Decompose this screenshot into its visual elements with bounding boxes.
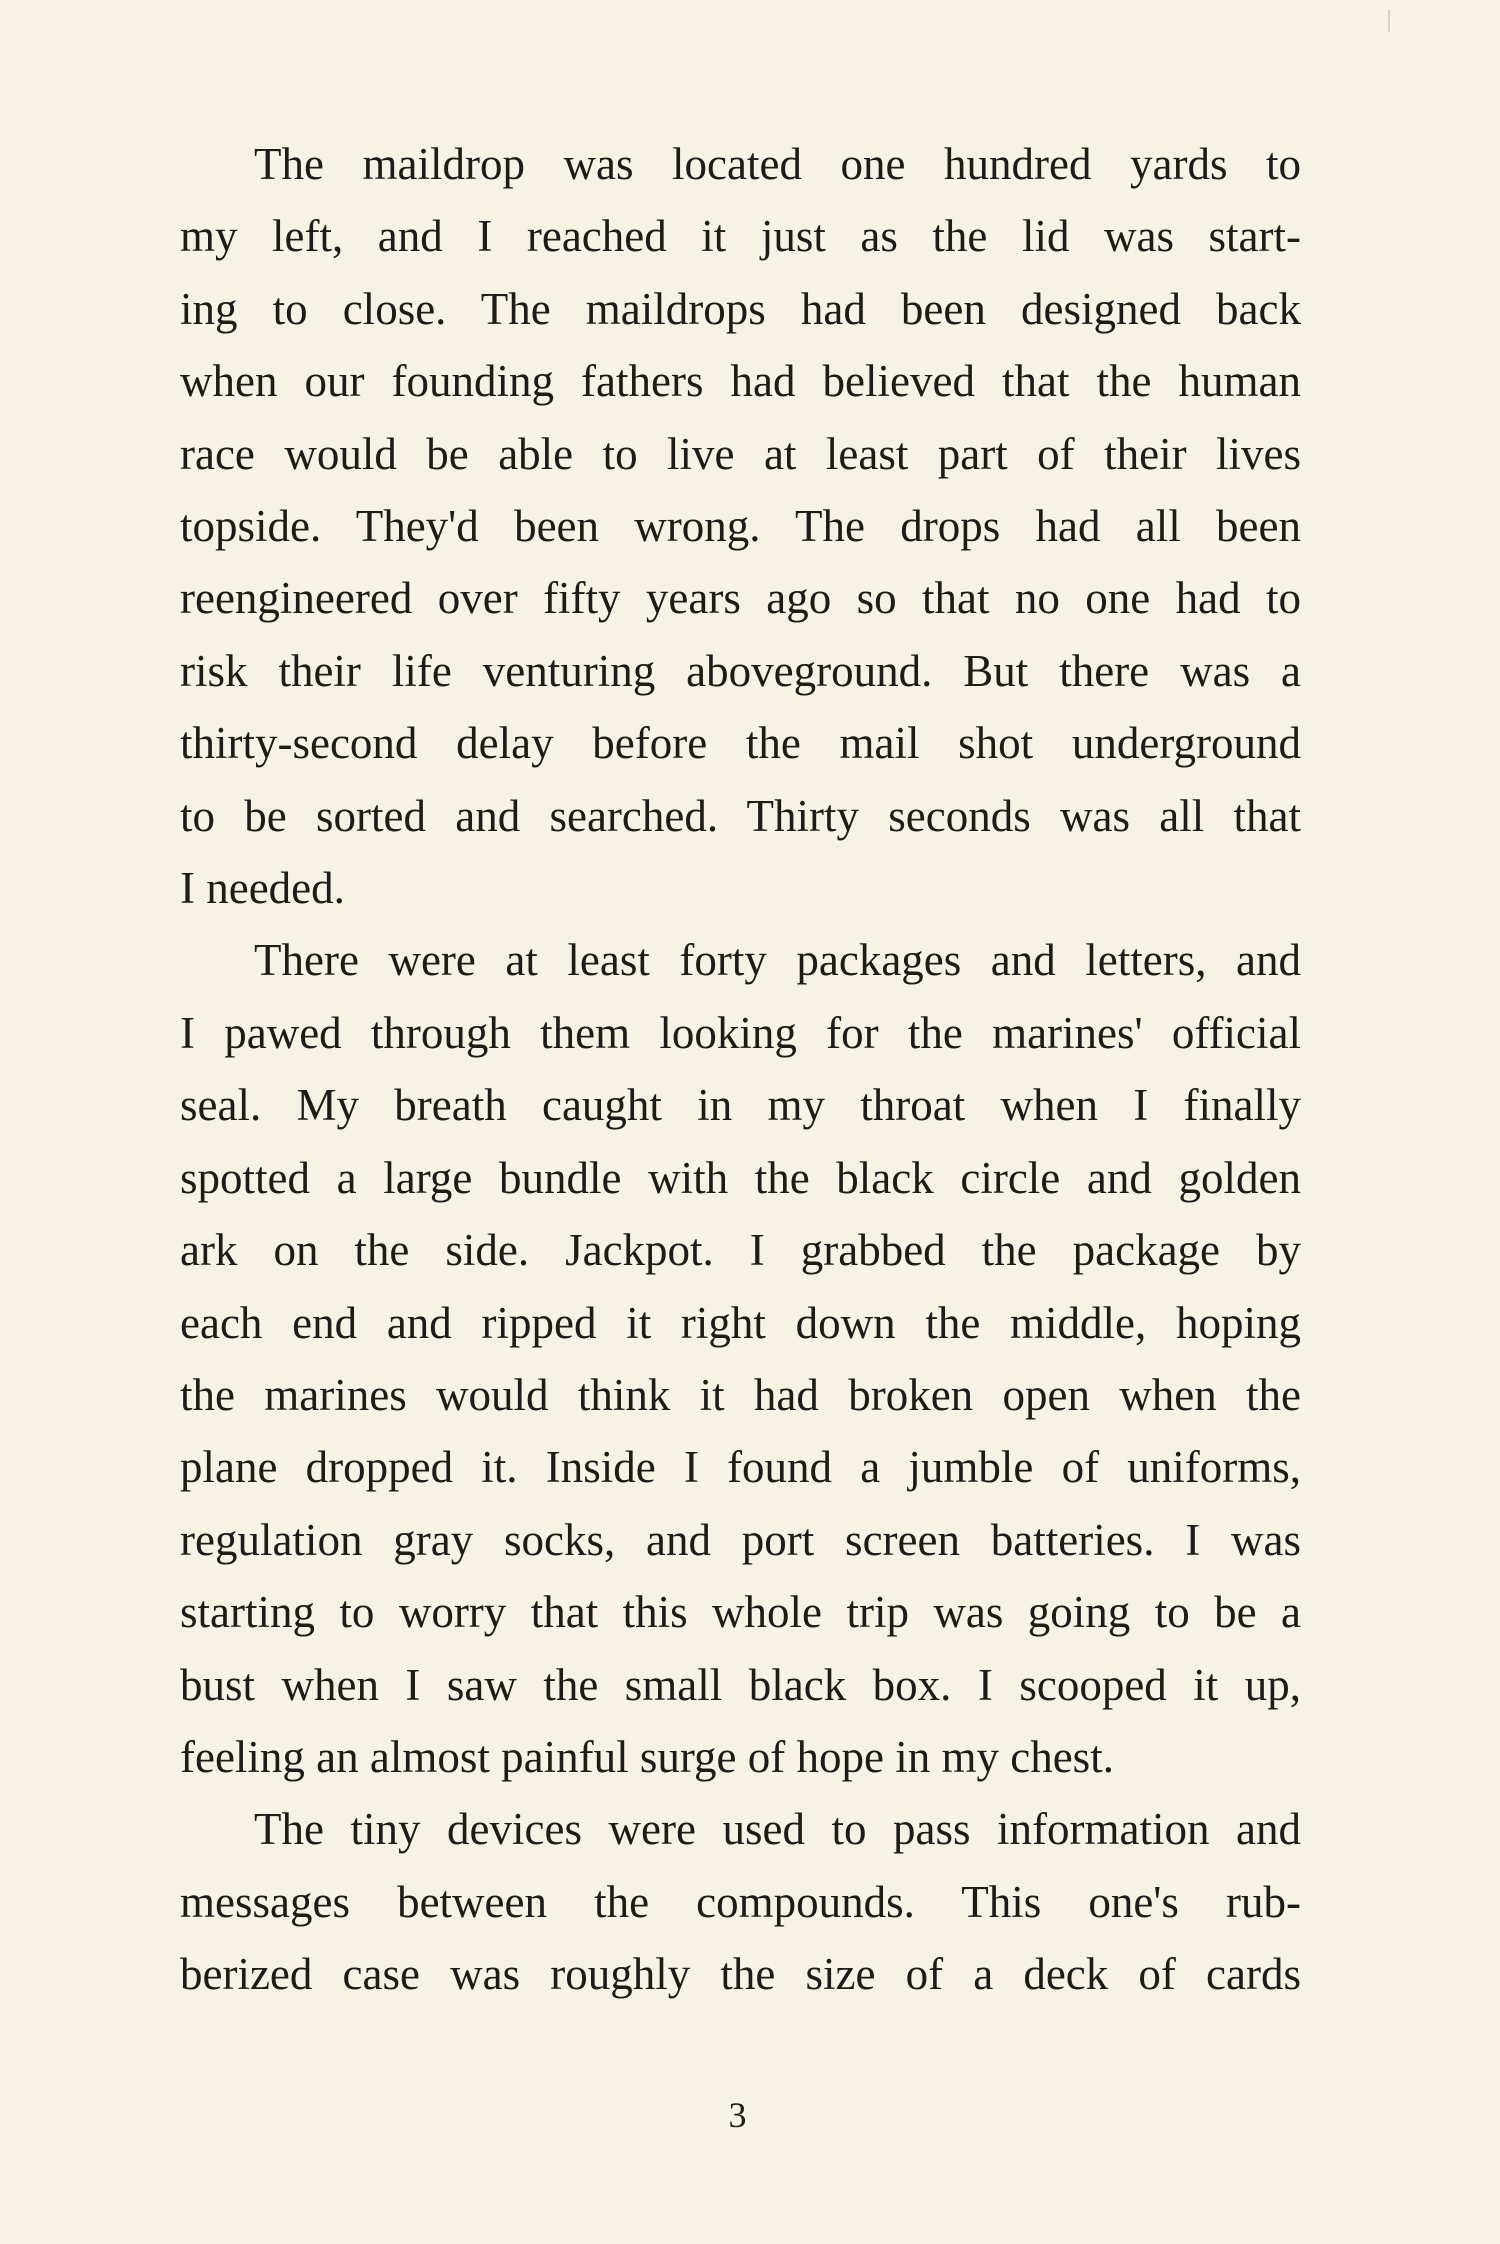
page-edge-mark [1388,10,1390,32]
text-line: thirty-second delay before the mail shot underground [180,718,1301,769]
text-line: regulation gray socks, and port screen batteries. I was [180,1514,1301,1565]
text-line: race would be able to live at least part of their lives [180,428,1301,479]
text-line: seal. My breath caught in my throat when I finally [180,1080,1301,1131]
paragraph-1 [180,128,1301,924]
text-line: the marines would think it had broken open when the [180,1369,1301,1420]
text-line: The tiny devices were used to pass information and [254,1804,1301,1855]
text-line: There were at least forty packages and letters, and [254,935,1301,986]
text-line: I needed. [180,863,345,914]
text-line: risk their life venturing aboveground. But there was a [180,645,1301,696]
text-line: bust when I saw the small black box. I scooped it up, [180,1659,1301,1710]
text-line: topside. They'd been wrong. The drops had all been [180,501,1301,552]
page-number: 3 [728,2095,747,2135]
text-line: feeling an almost painful surge of hope in my chest. [180,1731,1114,1782]
paragraph-3 [180,1793,1301,2010]
text-line: plane dropped it. Inside I found a jumble of uniforms, [180,1442,1301,1493]
text-line: my left, and I reached it just as the lid was start- [180,211,1301,262]
text-line: I pawed through them looking for the marines' official [180,1007,1301,1058]
text-line: ing to close. The maildrops had been designed back [180,283,1301,334]
text-line: The maildrop was located one hundred yards to [254,139,1301,189]
body-text [180,128,1301,2011]
text-line: berized case was roughly the size of a deck of cards [180,1949,1301,2000]
text-line: reengineered over fifty years ago so that no one had to [180,573,1301,624]
text-line: messages between the compounds. This one's rub- [180,1876,1301,1927]
text-line: to be sorted and searched. Thirty seconds was all that [180,790,1301,841]
text-line: starting to worry that this whole trip was going to be a [180,1587,1301,1638]
text-line: each end and ripped it right down the middle, hoping [180,1297,1301,1348]
text-line: when our founding fathers had believed that the human [180,356,1301,407]
paragraph-2 [180,924,1301,1793]
text-line: ark on the side. Jackpot. I grabbed the package by [180,1225,1301,1276]
text-line: spotted a large bundle with the black circle and golden [180,1152,1301,1203]
